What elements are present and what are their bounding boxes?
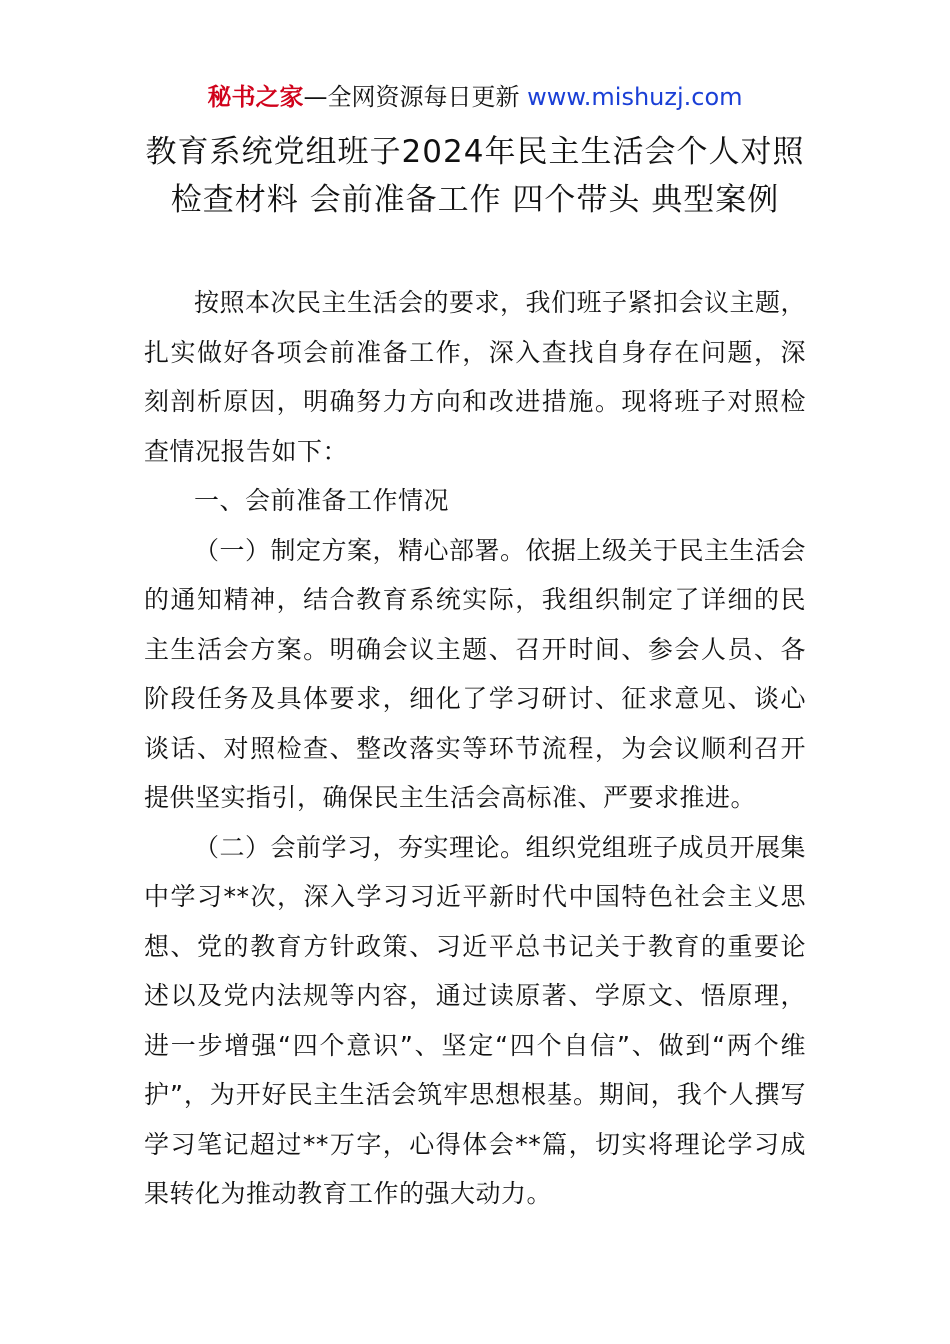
title-line-2: 检查材料 会前准备工作 四个带头 典型案例 <box>170 182 780 218</box>
title-line-1: 教育系统党组班子2024年民主生活会个人对照 <box>145 134 805 170</box>
paragraph-plan: （一）制定方案，精心部署。依据上级关于民主生活会的通知精神，结合教育系统实际，我组织制定了详细的民主生活会方案。明确会议主题、召开时间、参会人员、各阶段任务及具体要求，细化了学习研讨、征求意见、谈心谈话、对照检查、整改落实等环节流程，为会议顺利召开提供坚实指引，确保民主生活会高标准、严要求推进。 <box>144 535 807 812</box>
site-header <box>0 80 950 114</box>
document-body <box>144 278 806 1219</box>
header-tagline: —全网资源每日更新 <box>303 83 528 111</box>
document-title <box>95 128 855 224</box>
section-heading: 一、会前准备工作情况 <box>194 486 450 515</box>
site-url-link[interactable]: www.mishuzj.com <box>527 83 743 111</box>
intro-paragraph: 按照本次民主生活会的要求，我们班子紧扣会议主题，扎实做好各项会前准备工作，深入查找自身存在问题，深刻剖析原因，明确努力方向和改进措施。现将班子对照检查情况报告如下： <box>144 288 807 466</box>
paragraph-study: （二）会前学习，夯实理论。组织党组班子成员开展集中学习**次，深入学习习近平新时代中国特色社会主义思想、党的教育方针政策、习近平总书记关于教育的重要论述以及党内法规等内容，通过读原著、学原文、悟原理，进一步增强“四个意识”、坚定“四个自信”、做到“两个维护”，为开好民主生活会筑牢思想根基。期间，我个人撰写学习笔记超过**万字，心得体会**篇，切实将理论学习成果转化为推动教育工作的强大动力。 <box>144 832 807 1208</box>
brand-name: 秘书之家 <box>207 83 304 111</box>
